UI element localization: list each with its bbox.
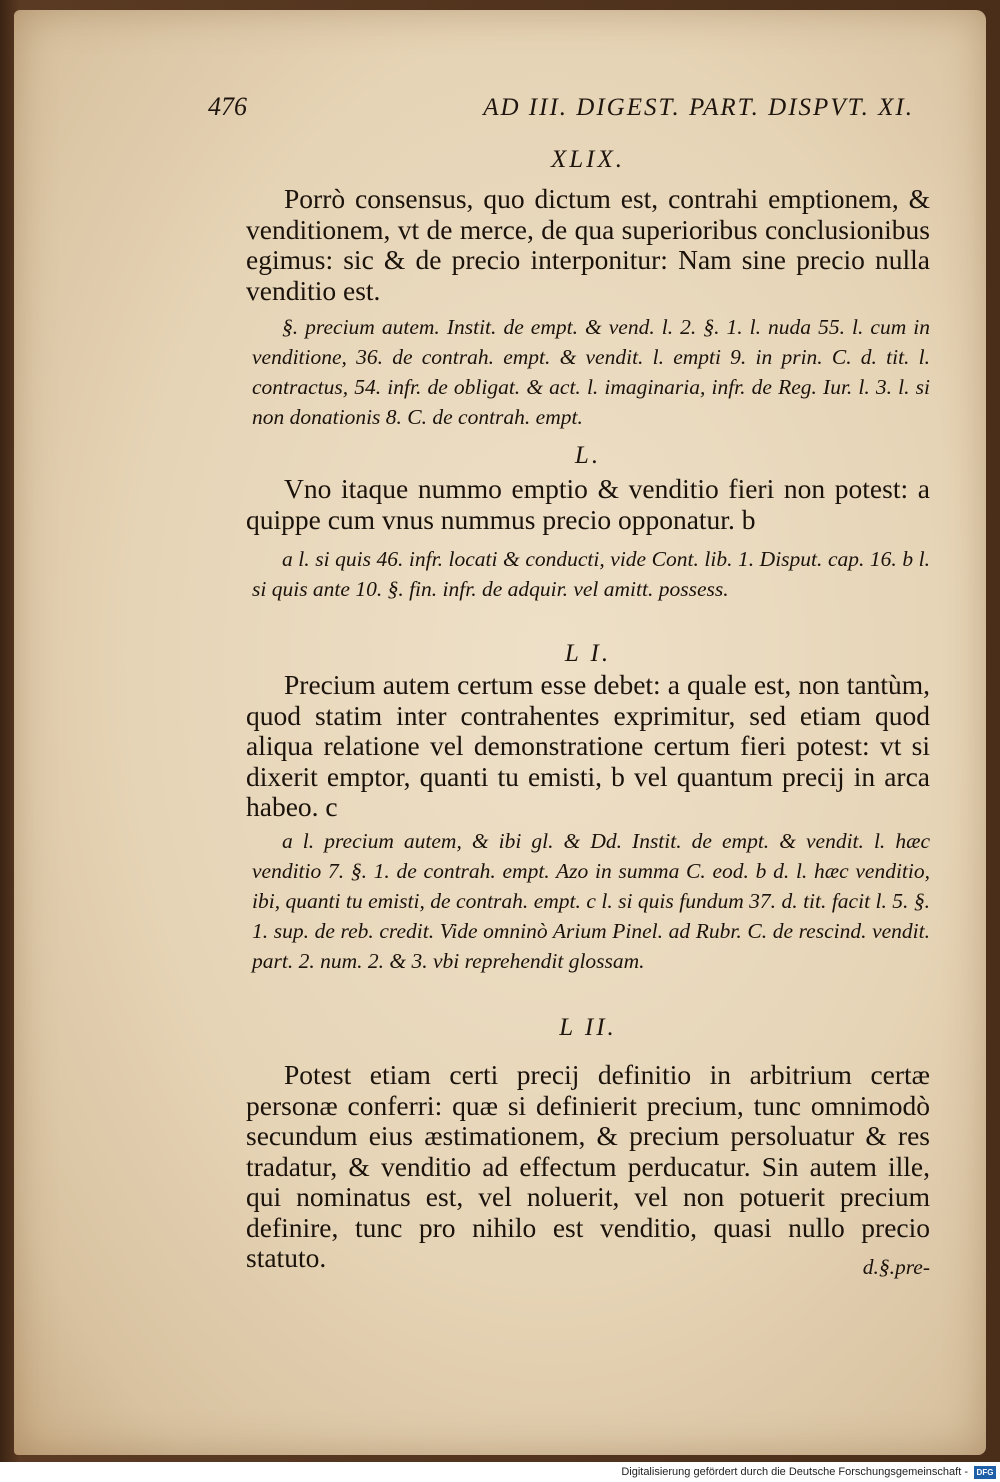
section-note (246, 544, 930, 604)
section-body (246, 184, 930, 306)
paragraph: Vno itaque nummo emptio & venditio fieri non potest: a quippe cum vnus nummus precio opponatur. b (246, 473, 930, 535)
page-number: 476 (208, 92, 247, 121)
citation-note: §. precium autem. Instit. de empt. & vend. l. 2. §. 1. l. nuda 55. l. cum in venditione, 36. de contrah. empt. & vendit. l. empti 9. in prin. C. d. tit. l. contractus, 54. infr. de obligat. & act. l. imaginaria, infr. de Reg. Iur. l. 3. l. si non donationis 8. C. de contrah. empt. (252, 315, 930, 429)
section-body (246, 1060, 930, 1274)
section-number: L. (574, 442, 602, 469)
paragraph: Potest etiam certi precij definitio in arbitrium certæ personæ conferri: quæ si definierit precium, tunc omnimodò secundum eius æstimationem, & precium persoluatur & res tradatur, & venditio ad effectum perducatur. Sin autem ille, qui nominatus est, vel noluerit, vel non potuerit precium definire, tunc pro nihilo est venditio, quasi nullo precio statuto. (246, 1059, 930, 1273)
section-number: L I. (564, 640, 612, 667)
section-note (246, 826, 930, 976)
funding-notice: Digitalisierung gefördert durch die Deutsche Forschungsgemeinschaft - (621, 1466, 968, 1478)
citation-note: a l. si quis 46. infr. locati & conducti, vide Cont. lib. 1. Disput. cap. 16. b l. si quis ante 10. §. fin. infr. de adquir. vel amitt. possess. (252, 547, 930, 601)
paragraph: Precium autem certum esse debet: a quale est, non tantùm, quod statim inter contrahentes exprimitur, sed etiam quod aliqua relatione vel demonstratione certum fieri potest: vt si dixerit emptor, quanti tu emisti, b vel quantum precij in arca habeo. c (246, 669, 930, 822)
section-body (246, 670, 930, 823)
section-number: XLIX. (550, 146, 626, 173)
section-note (246, 312, 930, 432)
running-head-title: AD III. DIGEST. PART. DISPVT. XI. (483, 94, 914, 121)
paragraph: Porrò consensus, quo dictum est, contrahi emptionem, & venditionem, vt de merce, de qua superioribus conclusionibus egimus: sic & de precio interponitur: Nam sine precio nulla venditio est. (246, 183, 930, 306)
digitization-footer (0, 1462, 1000, 1482)
citation-note: a l. precium autem, & ibi gl. & Dd. Instit. de empt. & vendit. l. hæc venditio 7. §. 1. de contrah. empt. Azo in summa C. eod. b d. l. hæc venditio, ibi, quanti tu emisti, de contrah. empt. c l. si quis fundum 37. d. tit. facit l. 5. §. 1. sup. de reb. credit. Vide omninò Arium Pinel. ad Rubr. C. de rescind. vendit. part. 2. num. 2. & 3. vbi reprehendit glossam. (252, 829, 930, 973)
catchword: d.§.pre- (862, 1255, 930, 1279)
catchword-area (246, 1252, 930, 1282)
section-number: L II. (559, 1014, 617, 1041)
dfg-logo: DFG (974, 1466, 996, 1479)
section-body (246, 474, 930, 535)
running-head (208, 92, 932, 128)
